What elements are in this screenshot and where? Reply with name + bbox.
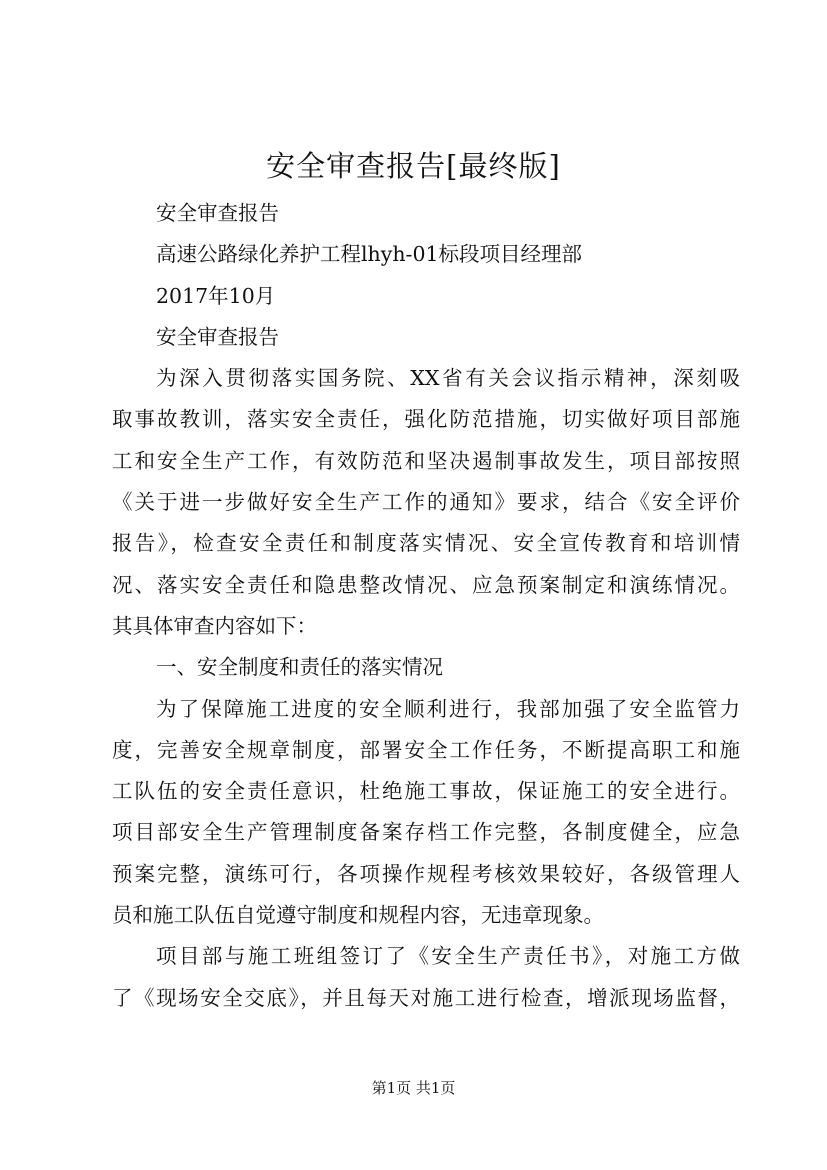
document-title: 安全审查报告[最终版] (266, 149, 561, 183)
subsection-heading: 一、安全制度和责任的落实情况 (156, 655, 443, 680)
paragraph-line: 其具体审查内容如下： (112, 613, 317, 638)
paragraph-line: 预案完整，演练可行，各项操作规程考核效果较好，各级管理人 (112, 861, 740, 886)
paragraph-line: 为了保障施工进度的安全顺利进行，我部加强了安全监管力 (156, 696, 740, 721)
paragraph-line: 项目部安全生产管理制度备案存档工作完整，各制度健全，应急 (112, 820, 740, 845)
paragraph-line: 取事故教训，落实安全责任，强化防范措施，切实做好项目部施 (112, 407, 740, 432)
paragraph-line: 报告》，检查安全责任和制度落实情况、安全宣传教育和培训情 (112, 531, 740, 556)
paragraph-line: 项目部与施工班组签订了《安全生产责任书》，对施工方做 (156, 944, 740, 969)
paragraph-line: 《关于进一步做好安全生产工作的通知》要求，结合《安全评价 (112, 490, 740, 515)
section-heading: 安全审查报告 (156, 324, 279, 349)
paragraph-line: 度，完善安全规章制度，部署安全工作任务，不断提高职工和施 (112, 737, 740, 762)
paragraph-line: 工和安全生产工作，有效防范和坚决遏制事故发生，项目部按照 (112, 448, 740, 473)
paragraph-line: 了《现场安全交底》，并且每天对施工进行检查，增派现场监督， (112, 985, 740, 1010)
paragraph-line: 员和施工队伍自觉遵守制度和规程内容，无违章现象。 (112, 903, 604, 928)
page-footer: 第1页 共1页 (371, 1079, 456, 1097)
paragraph-line: 为深入贯彻落实国务院、XX省有关会议指示精神，深刻吸 (156, 366, 740, 391)
report-date: 2017年10月 (156, 283, 276, 308)
paragraph-line: 工队伍的安全责任意识，杜绝施工事故，保证施工的安全进行。 (112, 779, 740, 804)
paragraph-line: 况、落实安全责任和隐患整改情况、应急预案制定和演练情况。 (112, 572, 740, 597)
cover-heading: 安全审查报告 (156, 201, 279, 225)
document-body (112, 193, 740, 1019)
department-name: 高速公路绿化养护工程lhyh-01标段项目经理部 (156, 242, 583, 267)
